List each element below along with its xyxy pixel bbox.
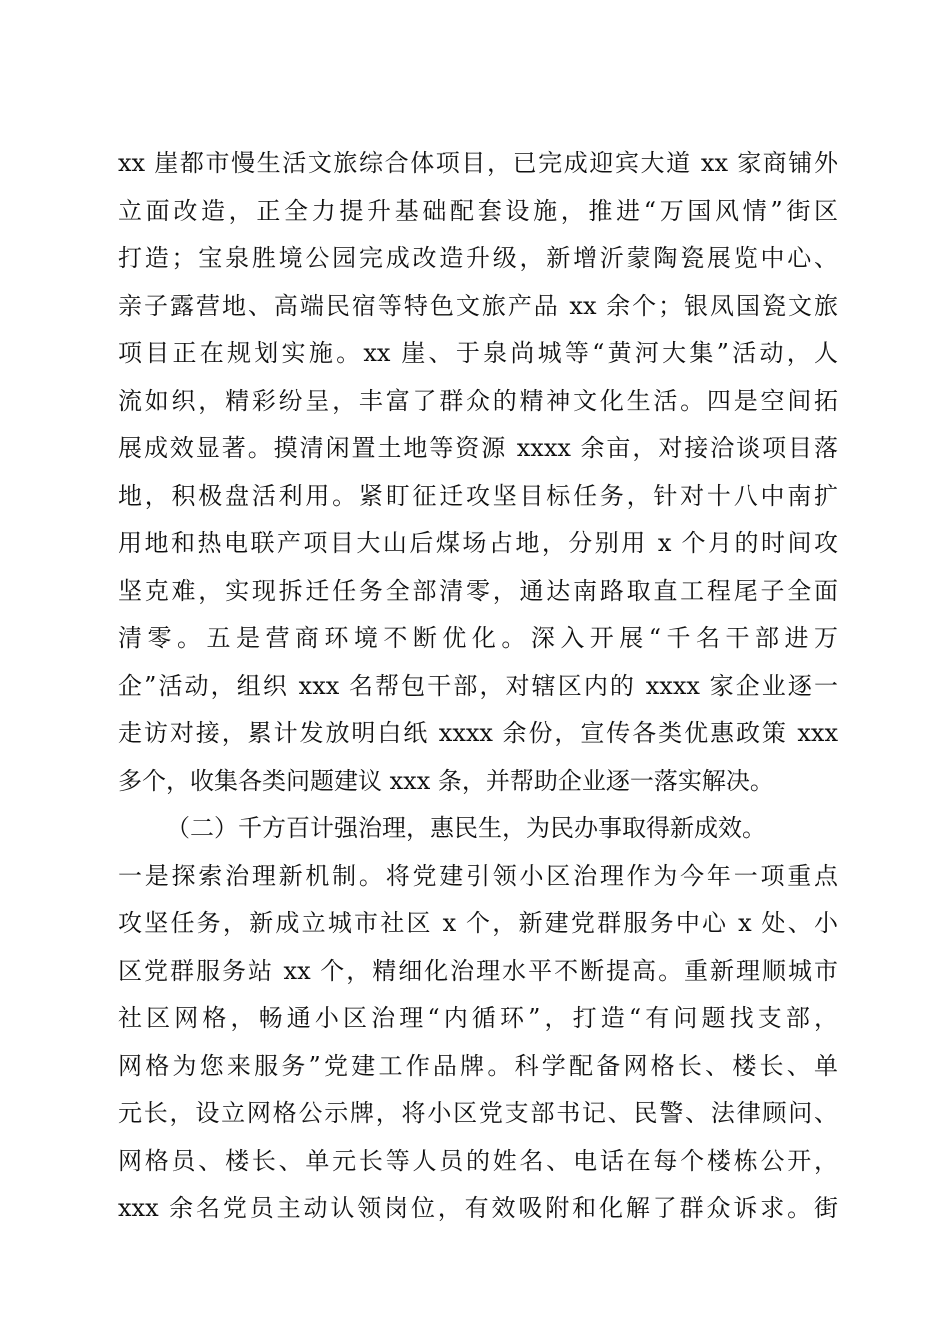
text-line: 打造；宝泉胜境公园完成改造升级，新增沂蒙陶瓷展览中心、 [118, 244, 838, 272]
text-line: 攻坚任务，新成立城市社区 x 个，新建党群服务中心 x 处、小 [118, 909, 838, 937]
text-line: 清零。五是营商环境不断优化。深入开展“千名干部进万 [118, 624, 838, 652]
text-line: 用地和热电联产项目大山后煤场占地，分别用 x 个月的时间攻 [118, 529, 838, 557]
text-line: 项目正在规划实施。xx 崖、于泉尚城等“黄河大集”活动，人 [118, 339, 838, 367]
text-line: 展成效显著。摸清闲置土地等资源 xxxx 余亩，对接洽谈项目落 [118, 434, 838, 462]
text-line: 走访对接，累计发放明白纸 xxxx 余份，宣传各类优惠政策 xxx [118, 719, 838, 747]
text-line: 网格员、楼长、单元长等人员的姓名、电话在每个楼栋公开， [118, 1146, 838, 1175]
text-line: 亲子露营地、高端民宿等特色文旅产品 xx 余个；银凤国瓷文旅 [118, 291, 838, 320]
body-text [118, 140, 838, 1233]
text-line: 立面改造，正全力提升基础配套设施，推进“万国风情”街区 [118, 196, 838, 225]
text-line: 地，积极盘活利用。紧盯征迁攻坚目标任务，针对十八中南扩 [118, 481, 838, 510]
section-heading: （二）千方百计强治理，惠民生，为民办事取得新成效。 [166, 814, 766, 842]
text-line: 坚克难，实现拆迁任务全部清零，通达南路取直工程尾子全面 [118, 576, 838, 605]
text-line: 多个，收集各类问题建议 xxx 条，并帮助企业逐一落实解决。 [118, 766, 774, 795]
text-line: 社区网格，畅通小区治理“内循环”，打造“有问题找支部， [118, 1004, 838, 1032]
text-line: 企”活动，组织 xxx 名帮包干部，对辖区内的 xxxx 家企业逐一 [118, 671, 838, 700]
text-line: xxx 余名党员主动认领岗位，有效吸附和化解了群众诉求。街 [118, 1194, 838, 1222]
text-line: xx 崖都市慢生活文旅综合体项目，已完成迎宾大道 xx 家商铺外 [118, 149, 838, 177]
text-line: 网格为您来服务”党建工作品牌。科学配备网格长、楼长、单 [118, 1051, 838, 1080]
text-line: 元长，设立网格公示牌，将小区党支部书记、民警、法律顾问、 [118, 1099, 838, 1127]
text-line: 一是探索治理新机制。将党建引领小区治理作为今年一项重点 [118, 861, 838, 890]
text-line: 区党群服务站 xx 个，精细化治理水平不断提高。重新理顺城市 [118, 956, 838, 985]
text-line: 流如织，精彩纷呈，丰富了群众的精神文化生活。四是空间拓 [118, 386, 838, 415]
